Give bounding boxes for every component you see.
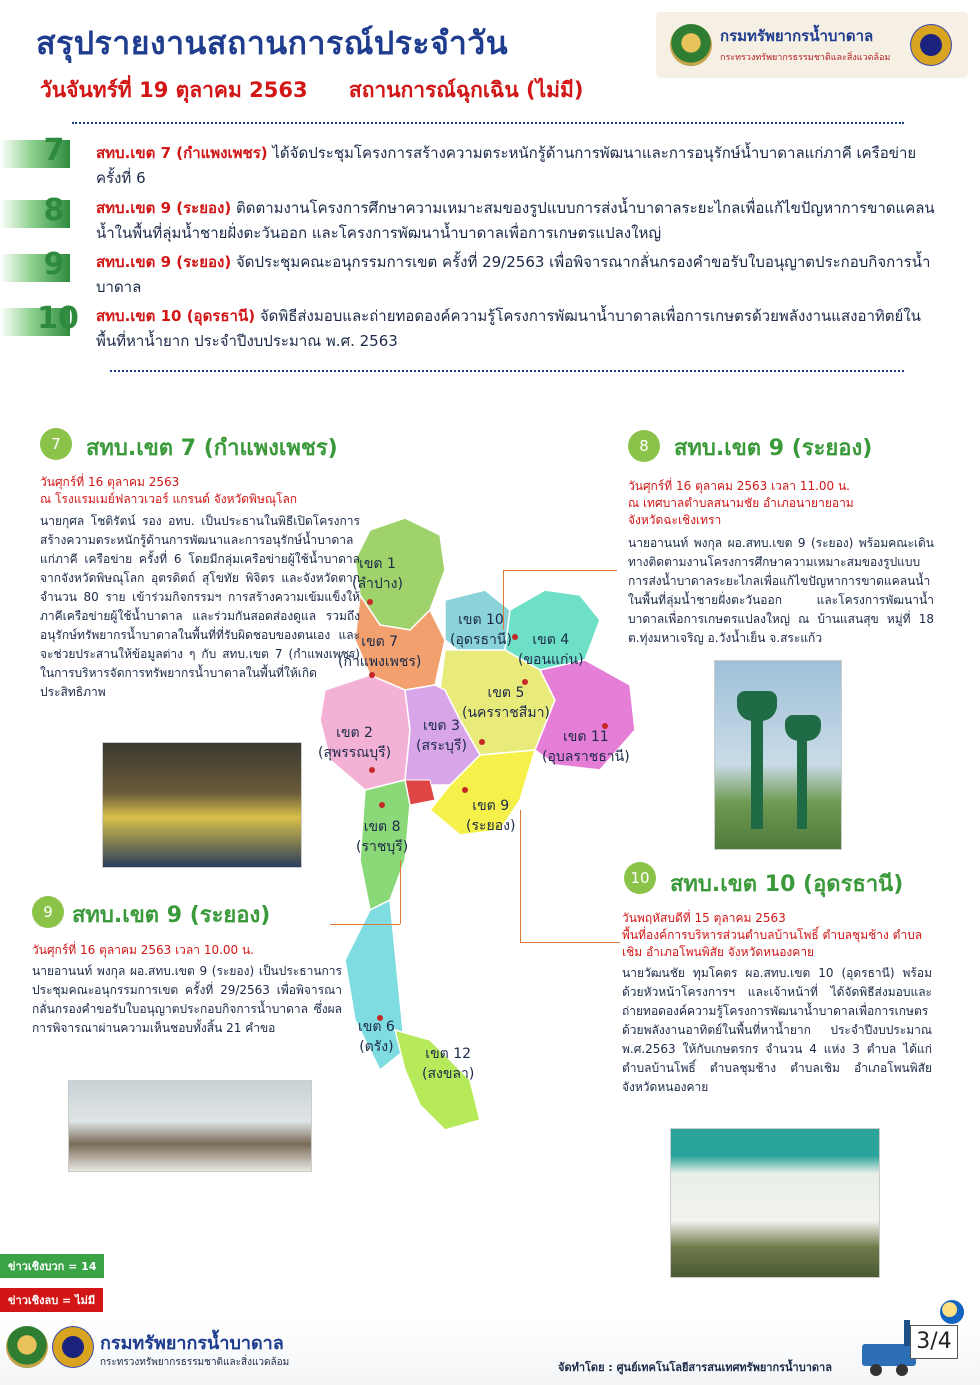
summary-item-office: สทบ.เขต 9 (ระยอง) (96, 253, 232, 271)
section-body: นายวัฒนชัย ทุมโคตร ผอ.สทบ.เขต 10 (อุดรธานี) พร้อมด้วยหัวหน้าโครงการฯ และเจ้าหน้าที่ ได้จัดพิธีส่งมอบและถ่ายทอดองค์ความรู้โครงการพัฒนาน้ำบาดาลเพื่อการเกษตรด้วยพลังงานอาทิตย์ในพื้นที่หาน้ำยาก ประจำปีงบประมาณ พ.ศ.2563 ให้กับเกษตรกร จำนวน 4 แห่ง 3 ตำบล ได้แก่ ตำบลบ้านโพธิ์ ตำบลชุมช้าง ตำบลเชิม อำเภอโพนพิสัย จังหวัดหนองคาย (622, 966, 932, 1094)
summary-item-text: ติดตามงานโครงการศึกษาความเหมาะสมของรูปแบบการส่งน้ำบาดาลระยะไกลเพื่อแก้ไขปัญหาการขาดแคลนน้ำในพื้นที่ลุ่มน้ำชายฝั่งตะวันออก และโครงการพัฒนาน้ำบาดาลเพื่อการเกษตรแปลงใหญ่ (96, 199, 935, 242)
section-badge: 9 (32, 896, 64, 928)
footer-ministry-seal-icon (52, 1326, 94, 1368)
summary-item-text: จัดประชุมคณะอนุกรรมการเขต ครั้งที่ 29/2563 เพื่อพิจารณากลั่นกรองคำขอรับใบอนุญาตประกอบกิจการน้ำบาดาล (96, 253, 931, 296)
row-number: 8 (43, 193, 65, 228)
section-body: นายอานนท์ พงกุล ผอ.สทบ.เขต 9 (ระยอง) พร้อมคณะเดินทางติดตามงานโครงการศึกษาความเหมาะสมของรูปแบบการส่งน้ำบาดาลระยะไกลเพื่อแก้ไขปัญหาการขาดแคลนน้ำในพื้นที่ลุ่มน้ำชายฝั่งตะวันออก และโครงการพัฒนาน้ำบาดาลเพื่อการเกษตรแปลงใหญ่ ณ บ้านแสนสุข หมู่ที่ 18 ต.ทุ่งมหาเจริญ อ.วังน้ำเย็น จ.สระแก้ว (628, 536, 934, 645)
subcommittee-meeting-photo (68, 1080, 312, 1172)
row-number: 7 (43, 133, 65, 168)
summary-item (96, 250, 946, 300)
map-label-zone-6: เขต 6 (ตรัง) (358, 1019, 395, 1055)
section-title: สทบ.เขต 9 (ระยอง) (72, 903, 271, 928)
summary-item-office: สทบ.เขต 10 (อุดรธานี) (96, 307, 256, 325)
map-label-zone-9: เขต 9 (ระยอง) (466, 798, 516, 834)
map-label-zone-8: เขต 8 (ราชบุรี) (356, 819, 409, 855)
section-title: สทบ.เขต 7 (กำแพงเพชร) (86, 436, 338, 461)
divider-bottom (110, 370, 904, 372)
summary-item-text: ได้จัดประชุมโครงการสร้างความตระหนักรู้ด้านการพัฒนาและการอนุรักษ์น้ำบาดาลแก่ภาคี เครือข่าย ครั้งที่ 6 (96, 144, 917, 187)
section-date-place: วันศุกร์ที่ 16 ตุลาคม 2563 เวลา 11.00 น. ณ เทศบาลตำบลสนามชัย อำเภอนายายอาม จังหวัดฉะเชิงเทรา (628, 479, 854, 527)
section-body: นายกุศล โชติรัตน์ รอง อทบ. เป็นประธานในพิธีเปิดโครงการสร้างความตระหนักรู้ด้านการพัฒนาและการอนุรักษ์น้ำบาดาลแก่ภาคี เครือข่าย ครั้งที่ 6 โดยมีกลุ่มเครือข่ายผู้ใช้น้ำบาดาล จากจังหวัดพิษณุโลก อุตรดิตถ์ สุโขทัย พิจิตร และจังหวัดตาก จำนวน 80 ราย เข้าร่วมกิจกรรมฯ การสร้างความเข้มแข็งให้ภาคีเครือข่ายผู้ใช้น้ำบาดาล และร่วมกันสอดส่องดูแล รวมถึงอนุรักษ์ทรัพยากรน้ำบาดาลในพื้นที่ที่รับผิดชอบของตนเอง และจะช่วยประสานให้ข้อมูลต่าง ๆ กับ สทบ.เขต 7 (กำแพงเพชร) ในการบริหารจัดการทรัพยากรน้ำบาดาลในพื้นที่ให้เกิดประสิทธิภาพ (40, 514, 360, 699)
section-body: นายอานนท์ พงกุล ผอ.สทบ.เขต 9 (ระยอง) เป็นประธานการประชุมคณะอนุกรรมการเขต ครั้งที่ 29/2563 เพื่อพิจารณากลั่นกรองคำขอรับใบอนุญาตประกอบกิจการน้ำบาดาล ซึ่งผลการพิจารณาผ่านความเห็นชอบทั้งสิ้น 21 คำขอ (32, 964, 342, 1035)
callout-line-9-horizontal (330, 924, 400, 925)
row-number: 9 (43, 247, 65, 282)
handover-ceremony-photo (670, 1128, 880, 1278)
section-date: วันศุกร์ที่ 16 ตุลาคม 2563 เวลา 10.00 น. (32, 943, 254, 957)
callout-line-10-horizontal (520, 942, 620, 943)
map-label-zone-12: เขต 12 (สงขลา) (422, 1046, 475, 1082)
row-number: 10 (37, 301, 79, 336)
map-label-zone-10: เขต 10 (อุดรธานี) (450, 612, 512, 648)
department-seal-icon (670, 24, 712, 66)
callout-line-8-vertical (503, 570, 504, 630)
callout-line-10 (520, 810, 521, 942)
page-number: 3/4 (910, 1325, 958, 1359)
callout-line-8 (503, 570, 617, 571)
positive-news-count: ข่าวเชิงบวก = 14 (0, 1254, 104, 1278)
map-label-zone-5: เขต 5 (นครราชสีมา) (462, 685, 550, 721)
report-subline (40, 74, 583, 107)
summary-item (96, 141, 946, 191)
map-label-zone-3: เขต 3 (สระบุรี) (416, 718, 467, 754)
section-title: สทบ.เขต 9 (ระยอง) (674, 436, 873, 461)
summary-item-office: สทบ.เขต 9 (ระยอง) (96, 199, 232, 217)
section-title: สทบ.เขต 10 (อุดรธานี) (670, 872, 904, 897)
footer-credit: จัดทำโดย : ศูนย์เทคโนโลยีสารสนเทศทรัพยากรน้ำบาดาล (558, 1361, 832, 1374)
footer-ministry-name: กระทรวงทรัพยากรธรรมชาติและสิ่งแวดล้อม (100, 1357, 290, 1368)
summary-item-office: สทบ.เขต 7 (กำแพงเพชร) (96, 144, 268, 162)
section-badge: 10 (624, 862, 656, 894)
section-badge: 8 (628, 430, 660, 462)
water-tower-photo (714, 660, 842, 850)
summary-item (96, 304, 946, 354)
map-label-zone-1: เขต 1 (ลำปาง) (352, 556, 403, 592)
divider-top (72, 122, 904, 124)
section-date-place: วันพฤหัสบดีที่ 15 ตุลาคม 2563 พื้นที่องค์การบริหารส่วนตำบลบ้านโพธิ์ ตำบลชุมช้าง ตำบลเชิม อำเภอโพนพิสัย จังหวัดหนองคาย (622, 911, 923, 959)
ministry-name: กระทรวงทรัพยากรธรรมชาติและสิ่งแวดล้อม (720, 53, 891, 63)
emergency-status: สถานการณ์ฉุกเฉิน (ไม่มี) (348, 78, 584, 102)
section-badge: 7 (40, 428, 72, 460)
section-date-place: วันศุกร์ที่ 16 ตุลาคม 2563 ณ โรงแรมเมย์ฟลาวเวอร์ แกรนด์ จังหวัดพิษณุโลก (40, 475, 298, 506)
map-label-zone-11: เขต 11 (อุบลราชธานี) (542, 729, 630, 765)
callout-line-9 (400, 860, 401, 924)
meeting-group-photo (102, 742, 302, 868)
globe-icon (940, 1300, 964, 1324)
ministry-seal-icon (910, 24, 952, 66)
negative-news-count: ข่าวเชิงลบ = ไม่มี (0, 1288, 103, 1312)
report-date: วันจันทร์ที่ 19 ตุลาคม 2563 (40, 78, 308, 102)
footer-department-seal-icon (6, 1326, 48, 1368)
department-header-logo (656, 12, 968, 78)
map-label-zone-2: เขต 2 (สุพรรณบุรี) (318, 725, 392, 761)
map-label-zone-4: เขต 4 (ขอนแก่น) (518, 632, 584, 668)
summary-item (96, 196, 946, 246)
department-name: กรมทรัพยากรน้ำบาดาล (720, 27, 874, 45)
map-label-zone-7: เขต 7 (กำแพงเพชร) (338, 634, 422, 670)
page-title: สรุปรายงานสถานการณ์ประจำวัน (36, 24, 509, 62)
summary-item-text: จัดพิธีส่งมอบและถ่ายทอดองค์ความรู้โครงการพัฒนาน้ำบาดาลเพื่อการเกษตรด้วยพลังงานแสงอาทิตย์ในพื้นที่หาน้ำยาก ประจำปีงบประมาณ พ.ศ. 2563 (96, 307, 921, 350)
footer-department-name: กรมทรัพยากรน้ำบาดาล (100, 1333, 284, 1354)
